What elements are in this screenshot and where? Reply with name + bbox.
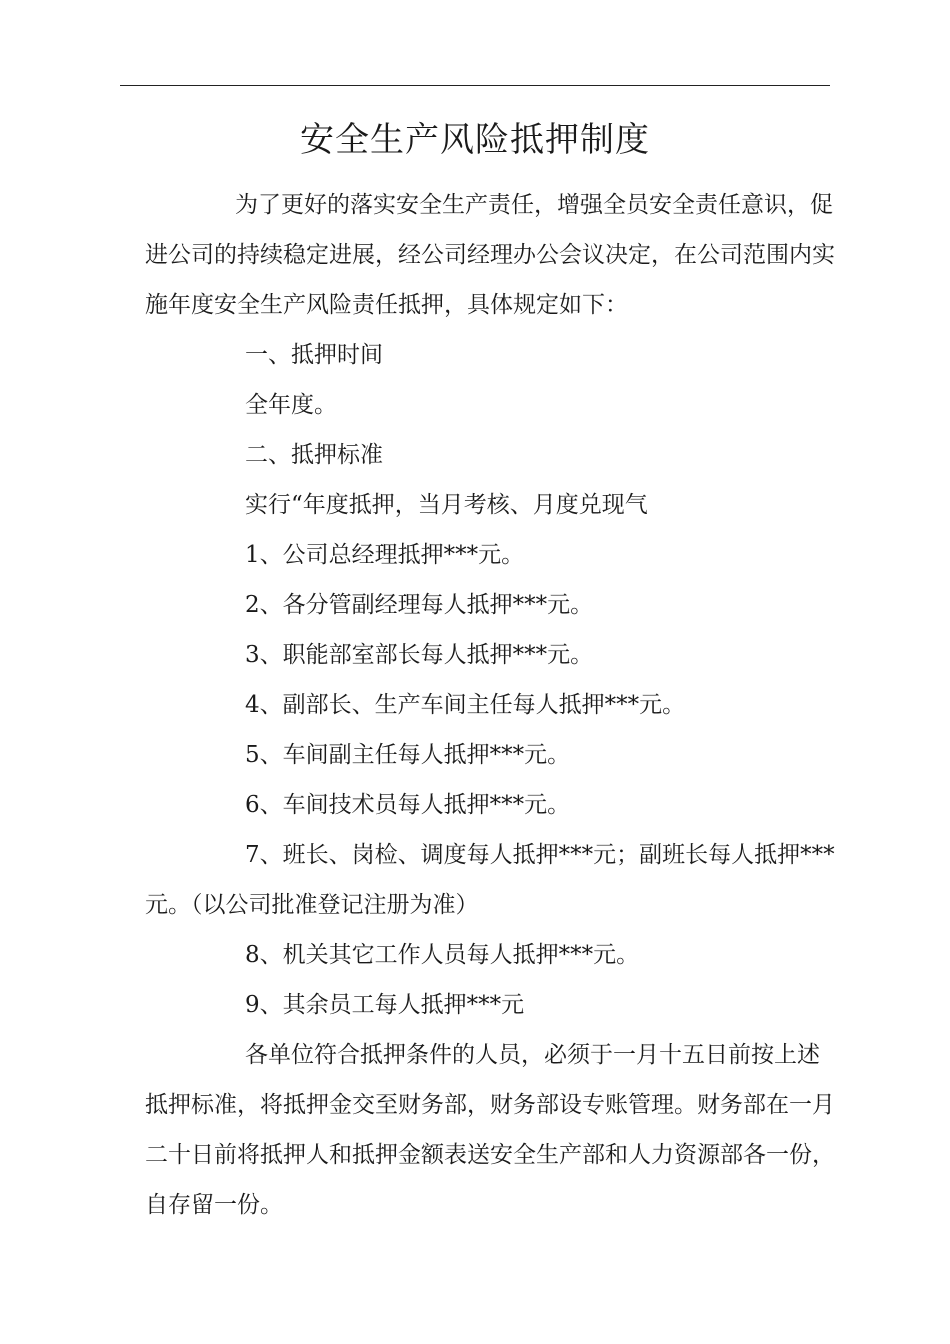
section2-text: 实行“年度抵押，当月考核、月度兑现气 [245,492,648,518]
header-rule [120,85,830,86]
list-item: 7、班长、岗检、调度每人抵押***元；副班长每人抵押***元。（以公司批准登记注册为准） [145,842,835,918]
section1-text: 全年度。 [245,392,337,418]
list-item: 2、各分管副经理每人抵押***元。 [245,592,594,618]
list-item: 1、公司总经理抵押***元。 [245,542,525,568]
list-item: 5、车间副主任每人抵押***元。 [245,742,571,768]
list-item: 6、车间技术员每人抵押***元。 [245,792,571,818]
list-item: 4、副部长、生产车间主任每人抵押***元。 [245,692,686,718]
document-title: 安全生产风险抵押制度 [300,120,650,160]
list-item: 9、其余员工每人抵押***元 [245,992,525,1018]
section2-heading: 二、抵押标准 [245,442,383,468]
document-body [145,180,835,1230]
list-item: 3、职能部室部长每人抵押***元。 [245,642,594,668]
intro-paragraph: 为了更好的落实安全生产责任，增强全员安全责任意识，促进公司的持续稳定进展，经公司经理办公会议决定，在公司范围内实施年度安全生产风险责任抵押，具体规定如下： [145,192,835,318]
list-item: 8、机关其它工作人员每人抵押***元。 [245,942,640,968]
closing-paragraph: 各单位符合抵押条件的人员，必须于一月十五日前按上述抵押标准，将抵押金交至财务部，财务部设专账管理。财务部在一月二十日前将抵押人和抵押金额表送安全生产部和人力资源部各一份，自存留一份。 [145,1042,835,1218]
section1-heading: 一、抵押时间 [245,342,383,368]
